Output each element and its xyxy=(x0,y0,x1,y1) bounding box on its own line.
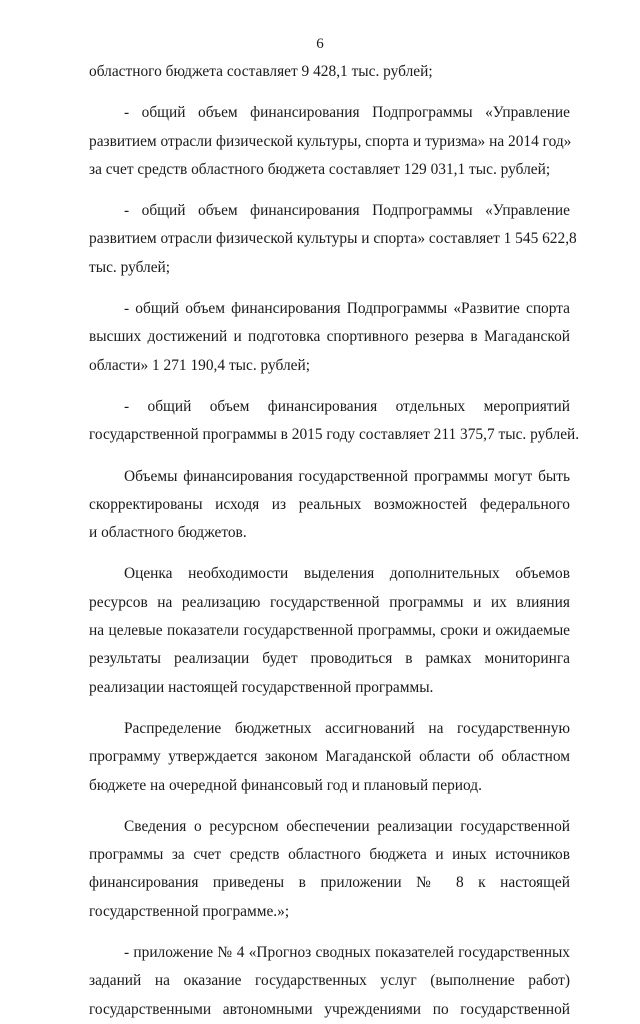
text-line: - общий объем финансирования отдельных мероприятий xyxy=(124,397,570,415)
text-line: скорректированы исходя из реальных возможностей федерального xyxy=(89,495,570,513)
text-line: тыс. рублей; xyxy=(89,258,171,276)
text-line: развитием отрасли физической культуры, спорта и туризма» на 2014 год» xyxy=(89,132,572,150)
text-line: заданий на оказание государственных услуг (выполнение работ) xyxy=(89,972,570,990)
text-line: областного бюджета составляет 9 428,1 тыс. рублей; xyxy=(89,63,433,80)
text-line: области» 1 271 190,4 тыс. рублей; xyxy=(89,356,310,374)
text-line: ресурсов на реализацию государственной программы и их влияния xyxy=(89,593,570,611)
paragraph xyxy=(89,560,570,701)
text-line: государственной программе.»; xyxy=(89,902,290,920)
text-line: программы за счет средств областного бюджета и иных источников xyxy=(89,846,570,864)
text-line: государственными автономными учреждениями по государственной xyxy=(89,1000,570,1018)
text-line: программу утверждается законом Магаданской области об областном xyxy=(89,748,570,766)
text-line: - общий объем финансирования Подпрограммы «Развитие спорта xyxy=(124,300,570,318)
text-line: реализации настоящей государственной программы. xyxy=(89,678,434,696)
text-line: государственной программы в 2015 году составляет 211 375,7 тыс. рублей. xyxy=(89,426,580,444)
text-line: финансирования приведены в приложении № 8 к настоящей xyxy=(89,874,570,892)
paragraph xyxy=(89,715,570,800)
paragraph xyxy=(89,295,570,380)
text-line: Распределение бюджетных ассигнований на государственную xyxy=(124,719,570,737)
text-line: - приложение № 4 «Прогноз сводных показателей государственных xyxy=(124,944,570,962)
paragraph xyxy=(89,58,570,86)
text-line: Оценка необходимости выделения дополнительных объемов xyxy=(124,565,570,583)
text-line: Сведения о ресурсном обеспечении реализации государственной xyxy=(124,817,570,835)
text-line: и областного бюджетов. xyxy=(89,524,247,542)
text-line: высших достижений и подготовка спортивного резерва в Магаданской xyxy=(89,328,570,346)
paragraph xyxy=(89,813,570,926)
text-line: на целевые показатели государственной программы, сроки и ожидаемые xyxy=(89,622,570,640)
paragraph xyxy=(89,393,580,450)
page-number: 6 xyxy=(316,36,324,52)
paragraph xyxy=(89,197,577,282)
text-line: - общий объем финансирования Подпрограммы «Управление xyxy=(124,104,570,122)
paragraph xyxy=(89,463,570,548)
text-line: за счет средств областного бюджета составляет 129 031,1 тыс. рублей; xyxy=(89,160,551,178)
paragraph xyxy=(89,99,570,184)
text-line: бюджете на очередной финансовый год и плановый период. xyxy=(89,776,482,794)
paragraph xyxy=(89,939,570,1024)
text-line: - общий объем финансирования Подпрограммы «Управление xyxy=(124,202,570,220)
document-body xyxy=(89,58,580,1024)
text-line: Объемы финансирования государственной программы могут быть xyxy=(124,467,570,485)
text-line: результаты реализации будет проводиться в рамках мониторинга xyxy=(89,650,570,668)
text-line: развитием отрасли физической культуры и спорта» составляет 1 545 622,8 xyxy=(89,230,577,248)
